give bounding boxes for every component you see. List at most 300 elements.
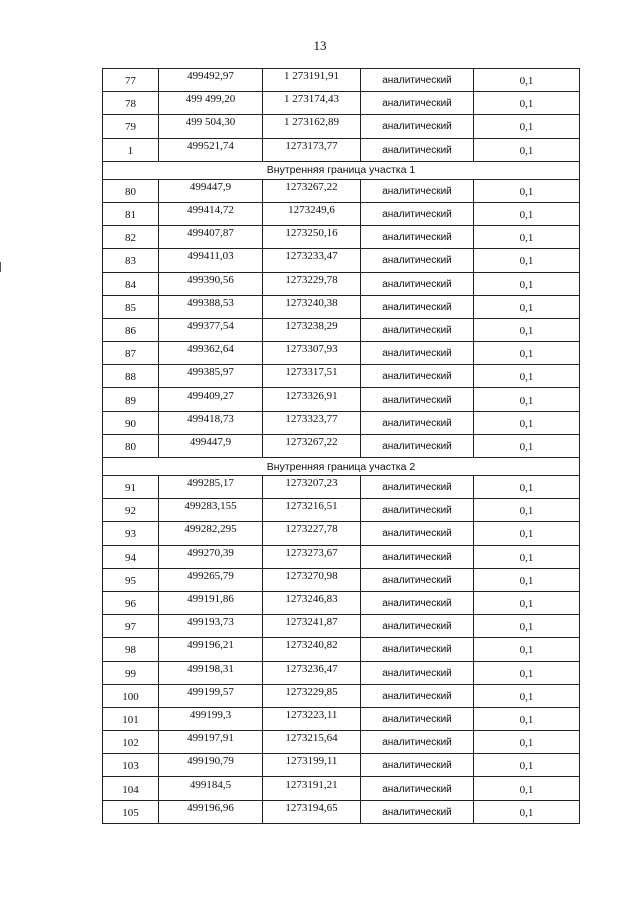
accuracy-cell: [474, 92, 580, 115]
accuracy-cell: [474, 638, 580, 661]
point-number-cell: [103, 115, 159, 138]
y-coordinate-cell: [263, 92, 361, 115]
accuracy-cell-text: 0,1: [519, 667, 534, 680]
point-number-cell: [103, 226, 159, 249]
point-number-cell-text: 101: [122, 713, 139, 726]
x-coordinate-cell: [159, 731, 263, 754]
accuracy-cell: [474, 388, 580, 411]
point-number-cell: [103, 684, 159, 707]
x-coordinate-cell: [159, 318, 263, 341]
y-coordinate-cell: [263, 545, 361, 568]
accuracy-cell-text: 0,1: [519, 713, 534, 726]
point-number-cell-text: 81: [125, 209, 136, 222]
x-coordinate-cell: [159, 138, 263, 161]
accuracy-cell: [474, 731, 580, 754]
point-number-cell: [103, 295, 159, 318]
point-number-cell-text: 103: [122, 760, 139, 773]
point-number-cell: [103, 434, 159, 457]
method-cell-text: аналитический: [382, 185, 452, 197]
table-row: [103, 272, 580, 295]
accuracy-cell-text: 0,1: [519, 737, 534, 750]
accuracy-cell: [474, 179, 580, 202]
point-number-cell: [103, 754, 159, 777]
method-cell: [361, 342, 474, 365]
y-coordinate-cell: [263, 202, 361, 225]
x-coordinate-cell-text: 499270,39: [187, 546, 234, 559]
point-number-cell-text: 102: [122, 737, 139, 750]
x-coordinate-cell: [159, 707, 263, 730]
table-row: [103, 92, 580, 115]
method-cell-text: аналитический: [382, 98, 452, 110]
section-header-row: [103, 458, 580, 476]
point-number-cell-text: 105: [122, 806, 139, 819]
y-coordinate-cell-text: 1273215,64: [285, 732, 338, 745]
point-number-cell-text: 100: [122, 690, 139, 703]
method-cell: [361, 638, 474, 661]
accuracy-cell: [474, 365, 580, 388]
method-cell-text: аналитический: [382, 232, 452, 244]
x-coordinate-cell: [159, 388, 263, 411]
point-number-cell: [103, 202, 159, 225]
point-number-cell-text: 94: [125, 551, 136, 564]
y-coordinate-cell-text: 1273229,78: [285, 273, 338, 286]
method-cell: [361, 434, 474, 457]
y-coordinate-cell-text: 1273238,29: [285, 319, 338, 332]
y-coordinate-cell: [263, 69, 361, 92]
accuracy-cell-text: 0,1: [519, 417, 534, 430]
accuracy-cell: [474, 499, 580, 522]
point-number-cell: [103, 638, 159, 661]
method-cell-text: аналитический: [382, 737, 452, 749]
x-coordinate-cell-text: 499521,74: [187, 139, 234, 152]
point-number-cell-text: 93: [125, 528, 136, 541]
accuracy-cell: [474, 591, 580, 614]
accuracy-cell-text: 0,1: [519, 98, 534, 111]
y-coordinate-cell: [263, 249, 361, 272]
y-coordinate-cell: [263, 707, 361, 730]
point-number-cell-text: 99: [125, 667, 136, 680]
accuracy-cell: [474, 684, 580, 707]
table-row: [103, 226, 580, 249]
method-cell: [361, 226, 474, 249]
table-row: [103, 138, 580, 161]
x-coordinate-cell-text: 499197,91: [187, 732, 234, 745]
point-number-cell-text: 87: [125, 348, 136, 361]
accuracy-cell-text: 0,1: [519, 482, 534, 495]
y-coordinate-cell-text: 1273323,77: [285, 412, 338, 425]
x-coordinate-cell: [159, 545, 263, 568]
x-coordinate-cell-text: 499283,155: [184, 500, 237, 513]
accuracy-cell-text: 0,1: [519, 394, 534, 407]
table-row: [103, 249, 580, 272]
x-coordinate-cell: [159, 684, 263, 707]
point-number-cell-text: 89: [125, 394, 136, 407]
method-cell: [361, 115, 474, 138]
point-number-cell: [103, 615, 159, 638]
point-number-cell-text: 96: [125, 598, 136, 611]
y-coordinate-cell-text: 1273236,47: [285, 662, 338, 675]
y-coordinate-cell-text: 1273191,21: [285, 778, 338, 791]
x-coordinate-cell-text: 499414,72: [187, 204, 234, 217]
point-number-cell: [103, 499, 159, 522]
method-cell: [361, 754, 474, 777]
accuracy-cell-text: 0,1: [519, 121, 534, 134]
accuracy-cell: [474, 707, 580, 730]
accuracy-cell-text: 0,1: [519, 75, 534, 88]
method-cell: [361, 318, 474, 341]
y-coordinate-cell: [263, 226, 361, 249]
accuracy-cell-text: 0,1: [519, 621, 534, 634]
x-coordinate-cell-text: 499 499,20: [185, 93, 236, 106]
accuracy-cell-text: 0,1: [519, 598, 534, 611]
method-cell-text: аналитический: [382, 528, 452, 540]
x-coordinate-cell-text: 499409,27: [187, 389, 234, 402]
x-coordinate-cell: [159, 69, 263, 92]
point-number-cell: [103, 388, 159, 411]
point-number-cell-text: 80: [125, 185, 136, 198]
y-coordinate-cell: [263, 522, 361, 545]
method-cell: [361, 731, 474, 754]
x-coordinate-cell: [159, 522, 263, 545]
y-coordinate-cell: [263, 179, 361, 202]
method-cell: [361, 365, 474, 388]
x-coordinate-cell-text: 499 504,30: [185, 116, 236, 129]
point-number-cell: [103, 707, 159, 730]
point-number-cell-text: 91: [125, 482, 136, 495]
table-row: [103, 434, 580, 457]
margin-mark: [0, 262, 1, 272]
y-coordinate-cell-text: 1273307,93: [285, 343, 338, 356]
method-cell-text: аналитический: [382, 505, 452, 517]
method-cell-text: аналитический: [382, 598, 452, 610]
x-coordinate-cell: [159, 661, 263, 684]
y-coordinate-cell: [263, 661, 361, 684]
point-number-cell: [103, 522, 159, 545]
accuracy-cell: [474, 318, 580, 341]
method-cell-text: аналитический: [382, 255, 452, 267]
table-row: [103, 342, 580, 365]
y-coordinate-cell: [263, 731, 361, 754]
method-cell: [361, 138, 474, 161]
x-coordinate-cell: [159, 115, 263, 138]
table-row: [103, 777, 580, 800]
x-coordinate-cell: [159, 272, 263, 295]
y-coordinate-cell-text: 1273267,22: [285, 180, 338, 193]
y-coordinate-cell-text: 1273267,22: [285, 435, 338, 448]
section-header: Внутренняя граница участка 1: [103, 161, 580, 179]
point-number-cell-text: 82: [125, 232, 136, 245]
accuracy-cell-text: 0,1: [519, 348, 534, 361]
table-row: [103, 318, 580, 341]
point-number-cell-text: 1: [127, 144, 134, 157]
y-coordinate-cell: [263, 777, 361, 800]
accuracy-cell-text: 0,1: [519, 760, 534, 773]
method-cell-text: аналитический: [382, 440, 452, 452]
accuracy-cell: [474, 800, 580, 823]
y-coordinate-cell-text: 1273326,91: [285, 389, 338, 402]
point-number-cell-text: 85: [125, 301, 136, 314]
method-cell-text: аналитический: [382, 574, 452, 586]
x-coordinate-cell-text: 499285,17: [187, 477, 234, 490]
point-number-cell: [103, 591, 159, 614]
x-coordinate-cell-text: 499196,21: [187, 639, 234, 652]
accuracy-cell-text: 0,1: [519, 232, 534, 245]
method-cell: [361, 522, 474, 545]
accuracy-cell-text: 0,1: [519, 278, 534, 291]
table-row: [103, 202, 580, 225]
accuracy-cell-text: 0,1: [519, 644, 534, 657]
method-cell-text: аналитический: [382, 783, 452, 795]
method-cell-text: аналитический: [382, 371, 452, 383]
y-coordinate-cell-text: 1273250,16: [285, 227, 338, 240]
accuracy-cell: [474, 272, 580, 295]
method-cell: [361, 411, 474, 434]
coordinates-table: [102, 68, 580, 824]
method-cell-text: аналитический: [382, 144, 452, 156]
accuracy-cell: [474, 661, 580, 684]
point-number-cell: [103, 318, 159, 341]
y-coordinate-cell: [263, 684, 361, 707]
table-row: [103, 591, 580, 614]
accuracy-cell-text: 0,1: [519, 324, 534, 337]
x-coordinate-cell: [159, 777, 263, 800]
accuracy-cell: [474, 226, 580, 249]
method-cell: [361, 499, 474, 522]
table-row: [103, 754, 580, 777]
method-cell: [361, 545, 474, 568]
y-coordinate-cell: [263, 615, 361, 638]
method-cell-text: аналитический: [382, 760, 452, 772]
y-coordinate-cell: [263, 568, 361, 591]
point-number-cell-text: 86: [125, 324, 136, 337]
y-coordinate-cell-text: 1 273174,43: [284, 93, 339, 106]
x-coordinate-cell: [159, 202, 263, 225]
method-cell: [361, 92, 474, 115]
x-coordinate-cell: [159, 249, 263, 272]
accuracy-cell-text: 0,1: [519, 806, 534, 819]
method-cell-text: аналитический: [382, 301, 452, 313]
accuracy-cell-text: 0,1: [519, 551, 534, 564]
x-coordinate-cell: [159, 615, 263, 638]
point-number-cell-text: 78: [125, 98, 136, 111]
point-number-cell: [103, 800, 159, 823]
x-coordinate-cell: [159, 568, 263, 591]
accuracy-cell: [474, 754, 580, 777]
table-row: [103, 800, 580, 823]
y-coordinate-cell-text: 1273240,82: [285, 639, 338, 652]
point-number-cell: [103, 69, 159, 92]
method-cell: [361, 69, 474, 92]
method-cell-text: аналитический: [382, 417, 452, 429]
accuracy-cell-text: 0,1: [519, 209, 534, 222]
y-coordinate-cell-text: 1273240,38: [285, 296, 338, 309]
accuracy-cell: [474, 476, 580, 499]
accuracy-cell: [474, 295, 580, 318]
point-number-cell-text: 84: [125, 278, 136, 291]
point-number-cell: [103, 365, 159, 388]
x-coordinate-cell: [159, 638, 263, 661]
point-number-cell: [103, 342, 159, 365]
section-header: Внутренняя граница участка 2: [103, 458, 580, 476]
method-cell: [361, 777, 474, 800]
method-cell-text: аналитический: [382, 667, 452, 679]
x-coordinate-cell: [159, 226, 263, 249]
x-coordinate-cell: [159, 434, 263, 457]
y-coordinate-cell: [263, 754, 361, 777]
method-cell: [361, 249, 474, 272]
method-cell-text: аналитический: [382, 482, 452, 494]
method-cell-text: аналитический: [382, 713, 452, 725]
point-number-cell-text: 77: [125, 75, 136, 88]
y-coordinate-cell-text: 1273227,78: [285, 523, 338, 536]
method-cell-text: аналитический: [382, 551, 452, 563]
x-coordinate-cell-text: 499377,54: [187, 319, 234, 332]
method-cell-text: аналитический: [382, 209, 452, 221]
point-number-cell: [103, 179, 159, 202]
accuracy-cell: [474, 249, 580, 272]
method-cell: [361, 615, 474, 638]
y-coordinate-cell: [263, 591, 361, 614]
point-number-cell-text: 83: [125, 255, 136, 268]
method-cell-text: аналитический: [382, 348, 452, 360]
accuracy-cell: [474, 69, 580, 92]
method-cell: [361, 568, 474, 591]
y-coordinate-cell-text: 1273199,11: [285, 755, 338, 768]
y-coordinate-cell-text: 1273317,51: [285, 366, 338, 379]
y-coordinate-cell-text: 1273270,98: [285, 569, 338, 582]
method-cell-text: аналитический: [382, 121, 452, 133]
x-coordinate-cell-text: 499407,87: [187, 227, 234, 240]
point-number-cell: [103, 777, 159, 800]
y-coordinate-cell-text: 1 273191,91: [284, 70, 339, 83]
y-coordinate-cell-text: 1273249,6: [288, 204, 335, 217]
y-coordinate-cell-text: 1273246,83: [285, 593, 338, 606]
x-coordinate-cell-text: 499198,31: [187, 662, 234, 675]
accuracy-cell-text: 0,1: [519, 505, 534, 518]
x-coordinate-cell: [159, 591, 263, 614]
method-cell-text: аналитический: [382, 690, 452, 702]
point-number-cell: [103, 568, 159, 591]
x-coordinate-cell-text: 499388,53: [187, 296, 234, 309]
point-number-cell: [103, 476, 159, 499]
accuracy-cell: [474, 434, 580, 457]
y-coordinate-cell: [263, 318, 361, 341]
point-number-cell: [103, 661, 159, 684]
x-coordinate-cell-text: 499390,56: [187, 273, 234, 286]
method-cell: [361, 707, 474, 730]
y-coordinate-cell: [263, 800, 361, 823]
method-cell: [361, 295, 474, 318]
point-number-cell-text: 95: [125, 574, 136, 587]
x-coordinate-cell-text: 499492,97: [187, 70, 234, 83]
accuracy-cell-text: 0,1: [519, 440, 534, 453]
x-coordinate-cell-text: 499447,9: [189, 435, 232, 448]
x-coordinate-cell-text: 499447,9: [189, 180, 232, 193]
table-row: [103, 661, 580, 684]
point-number-cell: [103, 545, 159, 568]
table-row: [103, 388, 580, 411]
y-coordinate-cell: [263, 388, 361, 411]
accuracy-cell-text: 0,1: [519, 255, 534, 268]
coordinates-table-body: [103, 69, 580, 824]
table-row: [103, 69, 580, 92]
y-coordinate-cell: [263, 434, 361, 457]
method-cell-text: аналитический: [382, 324, 452, 336]
x-coordinate-cell: [159, 342, 263, 365]
page-number: 13: [313, 38, 327, 53]
table-row: [103, 522, 580, 545]
table-row: [103, 731, 580, 754]
y-coordinate-cell: [263, 138, 361, 161]
table-row: [103, 476, 580, 499]
y-coordinate-cell-text: 1273216,51: [285, 500, 338, 513]
accuracy-cell: [474, 568, 580, 591]
y-coordinate-cell-text: 1 273162,89: [284, 116, 339, 129]
y-coordinate-cell: [263, 272, 361, 295]
method-cell: [361, 800, 474, 823]
method-cell: [361, 591, 474, 614]
method-cell: [361, 388, 474, 411]
table-row: [103, 499, 580, 522]
point-number-cell: [103, 731, 159, 754]
y-coordinate-cell-text: 1273273,67: [285, 546, 338, 559]
y-coordinate-cell-text: 1273223,11: [285, 708, 338, 721]
y-coordinate-cell: [263, 295, 361, 318]
accuracy-cell: [474, 342, 580, 365]
method-cell-text: аналитический: [382, 394, 452, 406]
point-number-cell: [103, 411, 159, 434]
x-coordinate-cell-text: 499184,5: [189, 778, 232, 791]
point-number-cell-text: 79: [125, 121, 136, 134]
accuracy-cell-text: 0,1: [519, 783, 534, 796]
y-coordinate-cell-text: 1273207,23: [285, 477, 338, 490]
method-cell-text: аналитический: [382, 644, 452, 656]
method-cell: [361, 272, 474, 295]
table-row: [103, 411, 580, 434]
x-coordinate-cell: [159, 179, 263, 202]
section-header-row: [103, 161, 580, 179]
x-coordinate-cell-text: 499199,3: [189, 708, 232, 721]
accuracy-cell: [474, 138, 580, 161]
accuracy-cell-text: 0,1: [519, 371, 534, 384]
x-coordinate-cell-text: 499411,03: [187, 250, 234, 263]
accuracy-cell-text: 0,1: [519, 574, 534, 587]
accuracy-cell-text: 0,1: [519, 528, 534, 541]
point-number-cell-text: 92: [125, 505, 136, 518]
accuracy-cell: [474, 202, 580, 225]
point-number-cell: [103, 92, 159, 115]
table-row: [103, 638, 580, 661]
table-row: [103, 115, 580, 138]
method-cell: [361, 202, 474, 225]
table-row: [103, 179, 580, 202]
accuracy-cell: [474, 545, 580, 568]
point-number-cell: [103, 138, 159, 161]
table-row: [103, 707, 580, 730]
table-row: [103, 365, 580, 388]
accuracy-cell: [474, 777, 580, 800]
method-cell-text: аналитический: [382, 278, 452, 290]
point-number-cell: [103, 249, 159, 272]
y-coordinate-cell-text: 1273233,47: [285, 250, 338, 263]
x-coordinate-cell-text: 499282,295: [184, 523, 237, 536]
y-coordinate-cell: [263, 638, 361, 661]
x-coordinate-cell-text: 499265,79: [187, 569, 234, 582]
accuracy-cell: [474, 115, 580, 138]
method-cell: [361, 179, 474, 202]
x-coordinate-cell: [159, 499, 263, 522]
x-coordinate-cell-text: 499385,97: [187, 366, 234, 379]
